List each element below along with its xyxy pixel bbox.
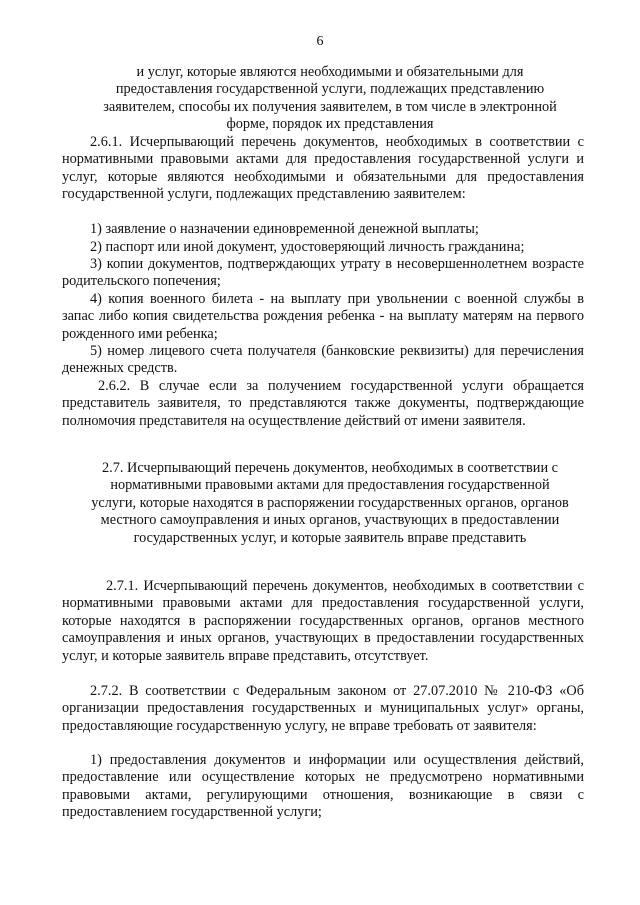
list-item: 5) номер лицевого счета получателя (банковские реквизиты) для перечисления денежных средств.	[62, 343, 584, 377]
page-number: 6	[316, 34, 324, 49]
paragraph-2-6-1: 2.6.1. Исчерпывающий перечень документов, необходимых в соответствии с нормативными правовыми актами для предоставления государственной услуги и услуг, которые являются необходимыми и обязательными для предоставления государственной услуги, подлежащих представлению заявителем:	[62, 134, 584, 203]
list-item: 3) копии документов, подтверждающих утрату в несовершеннолетнем возрасте родительского попечения;	[62, 256, 584, 290]
paragraph-2-6-2: 2.6.2. В случае если за получением государственной услуги обращается представитель заявителя, то представляются также документы, подтверждающие полномочия представителя на осуществление действий от имени заявителя.	[62, 378, 584, 429]
list-item: 2) паспорт или иной документ, удостоверяющий личность гражданина;	[90, 239, 525, 255]
list-item: 4) копия военного билета - на выплату при увольнении с военной службы в запас либо копия свидетельства рождения ребенка - на выплату матерям на первого рожденного ими ребенка;	[62, 291, 584, 342]
section-heading-2-7: 2.7. Исчерпывающий перечень документов, необходимых в соответствии с нормативными правовыми актами для предоставления государственной услуги, которые находятся в распоряжении государственных органов, органов местного самоуправления и иных органов, участвующих в предоставлении государственных услуг, и которые заявитель вправе представить	[91, 460, 569, 546]
paragraph-2-7-1: 2.7.1. Исчерпывающий перечень документов, необходимых в соответствии с нормативными правовыми актами для предоставления государственной услуги, которые находятся в распоряжении государственных органов, органов местного самоуправления и иных органов, участвующих в предоставлении государственных услуг, и которые заявитель вправе представить, отсутствует.	[62, 578, 584, 664]
list-item: 1) заявление о назначении единовременной денежной выплаты;	[90, 221, 479, 237]
section-heading-continued: и услуг, которые являются необходимыми и обязательными для предоставления государственной услуги, подлежащих представлению заявителем, способы их получения заявителем, в том числе в электронной форме, порядок их представления	[103, 64, 557, 133]
list-item: 1) предоставления документов и информации или осуществления действий, предоставление или осуществление которых не предусмотрено нормативными правовыми актами, регулирующими отношения, возникающие в связи с предоставлением государственной услуги;	[62, 752, 584, 821]
paragraph-2-7-2: 2.7.2. В соответствии с Федеральным законом от 27.07.2010 № 210-ФЗ «Об организации предоставления государственных и муниципальных услуг» органы, предоставляющие государственную услугу, не вправе требовать от заявителя:	[62, 683, 584, 734]
